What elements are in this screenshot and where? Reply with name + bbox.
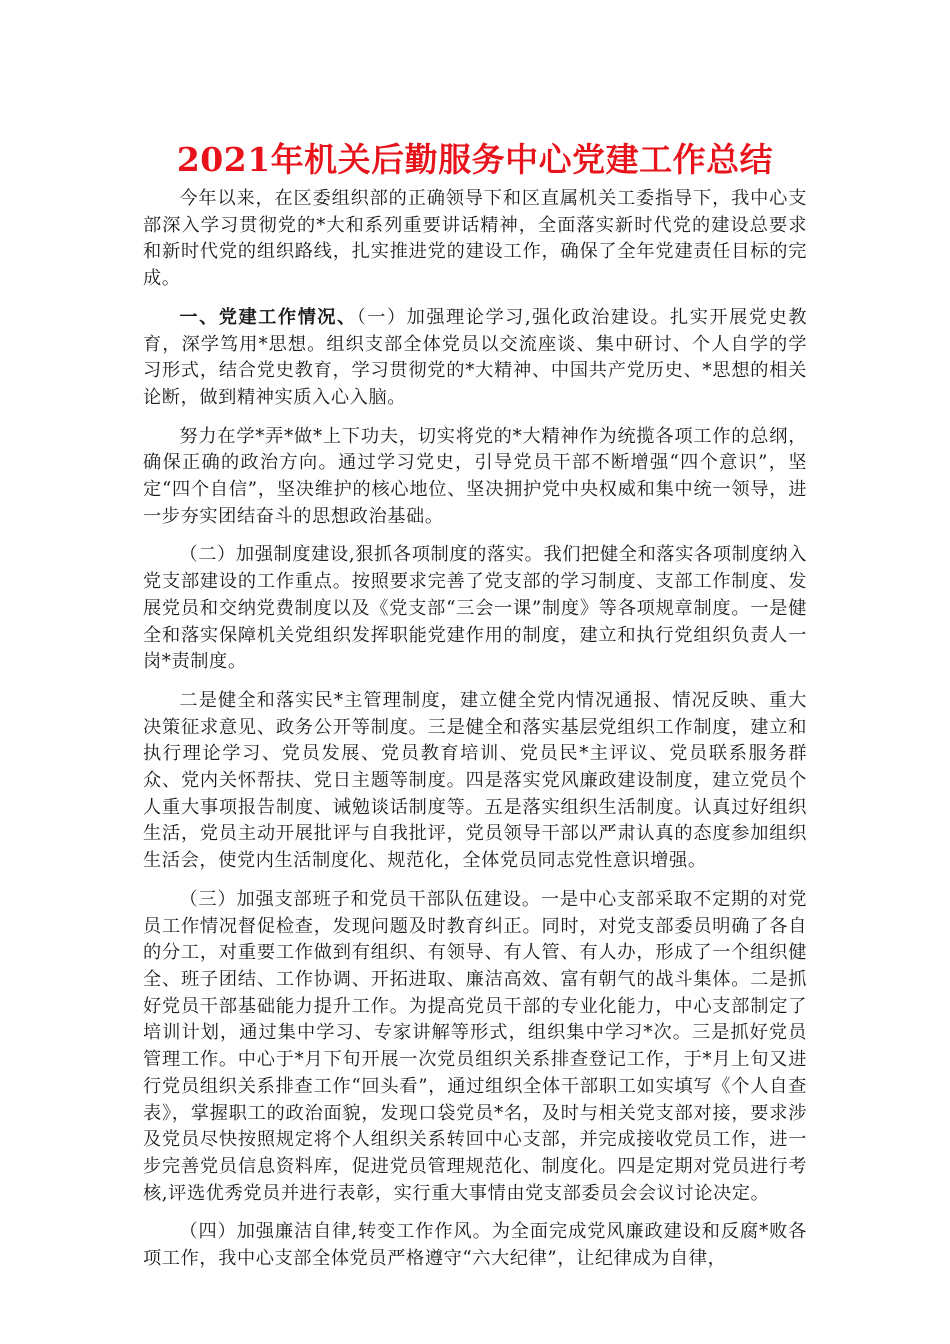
document-body [143,186,807,1285]
paragraph-text: （四）加强廉洁自律,转变工作作风。为全面完成党风廉政建设和反腐*败各项工作，我中心支部全体党员严格遵守“六大纪律”，让纪律成为自律， [143,1221,807,1270]
paragraph-text: 二是健全和落实民*主管理制度，建立健全党内情况通报、情况反映、重大决策征求意见、政务公开等制度。三是健全和落实基层党组织工作制度，建立和执行理论学习、党员发展、党员教育培训、党员民*主评议、党员联系服务群众、党内关怀帮扶、党日主题等制度。四是落实党风廉政建设制度，建立党员个人重大事项报告制度、诫勉谈话制度等。五是落实组织生活制度。认真过好组织生活，党员主动开展批评与自我批评，党员领导干部以严肃认真的态度参加组织生活会，使党内生活制度化、规范化，全体党员同志党性意识增强。 [143,689,807,872]
paragraph-text: （一）加强理论学习,强化政治建设。扎实开展党史教育，深学笃用*思想。组织支部全体党员以交流座谈、集中研讨、个人自学的学习形式，结合党史教育，学习贯彻党的*大精神、中国共产党历史、*思想的相关论断，做到精神实质入心入脑。 [143,306,807,408]
document-title: 2021年机关后勤服务中心党建工作总结 [176,140,774,179]
paragraph-intro [143,186,807,293]
paragraph-text: 今年以来，在区委组织部的正确领导下和区直属机关工委指导下，我中心支部深入学习贯彻党的*大和系列重要讲话精神，全面落实新时代党的建设总要求和新时代党的组织路线，扎实推进党的建设工作，确保了全年党建责任目标的完成。 [143,188,807,290]
section-heading: 一、党建工作情况、 [179,306,357,328]
paragraph-integrity [143,1219,807,1272]
paragraph-democracy [143,688,807,875]
paragraph-text: 努力在学*弄*做*上下功夫，切实将党的*大精神作为统揽各项工作的总纲，确保正确的政治方向。通过学习党史，引导党员干部不断增强“四个意识”，坚定“四个自信”，坚决维护的核心地位、坚决拥护党中央权威和集中统一领导，进一步夯实团结奋斗的思想政治基础。 [143,425,807,527]
paragraph-text: （二）加强制度建设,狠抓各项制度的落实。我们把健全和落实各项制度纳入党支部建设的工作重点。按照要求完善了党支部的学习制度、支部工作制度、发展党员和交纳党费制度以及《党支部“三会一课”制度》等各项规章制度。一是健全和落实保障机关党组织发挥职能党建作用的制度，建立和执行党组织负责人一岗*责制度。 [143,544,807,673]
paragraph-institution [143,542,807,676]
paragraph-study [143,424,807,531]
paragraph-section-one [143,305,807,412]
paragraph-text: （三）加强支部班子和党员干部队伍建设。一是中心支部采取不定期的对党员工作情况督促检查，发现问题及时教育纠正。同时，对党支部委员明确了各自的分工，对重要工作做到有组织、有领导、有人管、有人办，形成了一个组织健全、班子团结、工作协调、开拓进取、廉洁高效、富有朝气的战斗集体。二是抓好党员干部基础能力提升工作。为提高党员干部的专业化能力，中心支部制定了培训计划，通过集中学习、专家讲解等形式，组织集中学习*次。三是抓好党员管理工作。中心于*月下旬开展一次党员组织关系排查登记工作，于*月上旬又进行党员组织关系排查工作“回头看”，通过组织全体干部职工如实填写《个人自查表》，掌握职工的政治面貌，发现口袋党员*名，及时与相关党支部对接，要求涉及党员尽快按照规定将个人组织关系转回中心支部，并完成接收党员工作，进一步完善党员信息资料库，促进党员管理规范化、制度化。四是定期对党员进行考核,评选优秀党员并进行表彰，实行重大事情由党支部委员会会议讨论决定。 [143,888,807,1204]
paragraph-team-building [143,887,807,1207]
